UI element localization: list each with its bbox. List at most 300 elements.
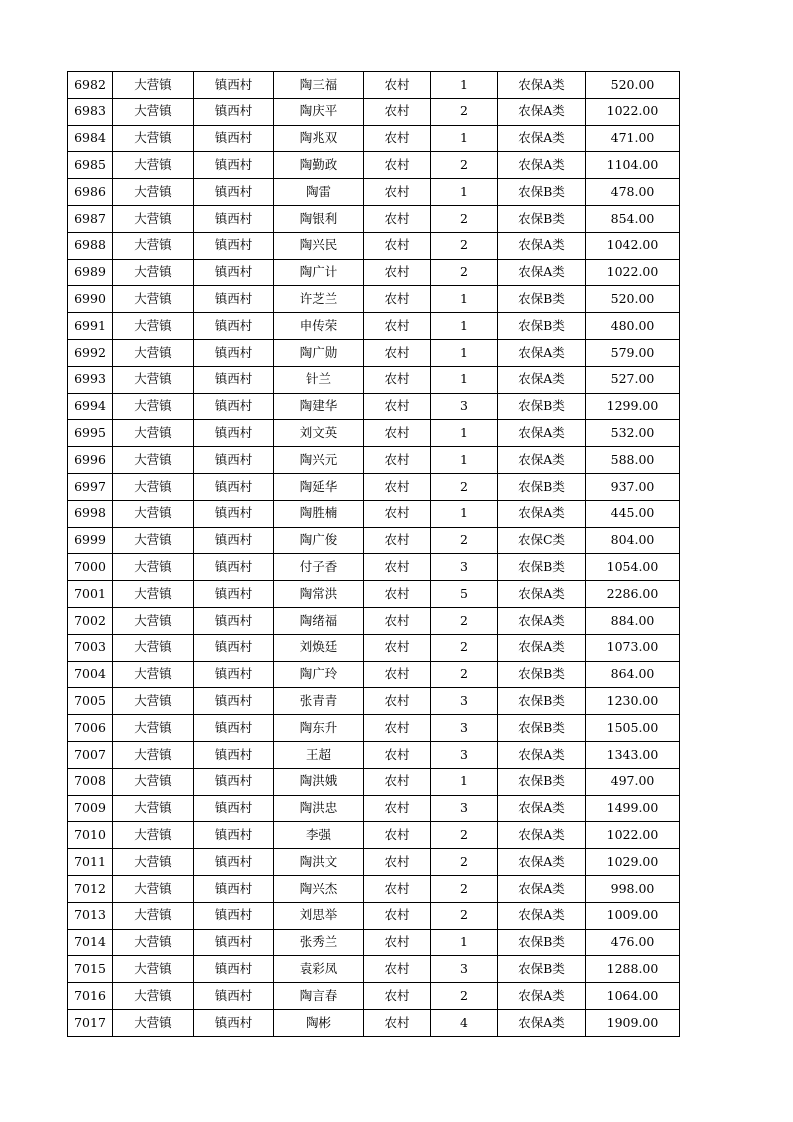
name-cell: 陶建华: [274, 393, 364, 420]
amount-cell: 884.00: [586, 607, 680, 634]
insurance-category-cell: 农保A类: [498, 607, 586, 634]
household-type-cell: 农村: [364, 420, 431, 447]
name-cell: 陶洪娥: [274, 768, 364, 795]
table-row: [68, 741, 680, 768]
household-type-cell: 农村: [364, 1009, 431, 1036]
amount-cell: 1064.00: [586, 983, 680, 1010]
record-number-cell: 7006: [68, 715, 113, 742]
record-number-cell: 6986: [68, 179, 113, 206]
village-cell: 镇西村: [194, 902, 274, 929]
village-cell: 镇西村: [194, 554, 274, 581]
village-cell: 镇西村: [194, 259, 274, 286]
village-cell: 镇西村: [194, 661, 274, 688]
insurance-category-cell: 农保A类: [498, 420, 586, 447]
household-type-cell: 农村: [364, 98, 431, 125]
household-type-cell: 农村: [364, 500, 431, 527]
village-cell: 镇西村: [194, 875, 274, 902]
record-number-cell: 7010: [68, 822, 113, 849]
table-row: [68, 929, 680, 956]
household-type-cell: 农村: [364, 232, 431, 259]
insurance-category-cell: 农保B类: [498, 393, 586, 420]
insurance-category-cell: 农保C类: [498, 527, 586, 554]
town-cell: 大营镇: [113, 125, 194, 152]
insurance-category-cell: 农保A类: [498, 366, 586, 393]
insurance-category-cell: 农保A类: [498, 795, 586, 822]
household-type-cell: 农村: [364, 661, 431, 688]
record-number-cell: 7015: [68, 956, 113, 983]
family-size-cell: 1: [431, 500, 498, 527]
record-number-cell: 6982: [68, 72, 113, 99]
amount-cell: 1029.00: [586, 849, 680, 876]
name-cell: 刘文英: [274, 420, 364, 447]
household-type-cell: 农村: [364, 286, 431, 313]
family-size-cell: 3: [431, 688, 498, 715]
amount-cell: 1299.00: [586, 393, 680, 420]
family-size-cell: 1: [431, 420, 498, 447]
name-cell: 陶雷: [274, 179, 364, 206]
insurance-category-cell: 农保B类: [498, 715, 586, 742]
insurance-category-cell: 农保A类: [498, 72, 586, 99]
town-cell: 大营镇: [113, 152, 194, 179]
table-row: [68, 607, 680, 634]
family-size-cell: 3: [431, 715, 498, 742]
insurance-category-cell: 农保B类: [498, 473, 586, 500]
insurance-category-cell: 农保B类: [498, 768, 586, 795]
household-type-cell: 农村: [364, 259, 431, 286]
family-size-cell: 1: [431, 768, 498, 795]
insurance-category-cell: 农保B类: [498, 661, 586, 688]
insurance-category-cell: 农保B类: [498, 313, 586, 340]
insurance-category-cell: 农保A类: [498, 447, 586, 474]
household-type-cell: 农村: [364, 393, 431, 420]
household-type-cell: 农村: [364, 72, 431, 99]
name-cell: 陶洪忠: [274, 795, 364, 822]
name-cell: 陶广勋: [274, 339, 364, 366]
town-cell: 大营镇: [113, 259, 194, 286]
table-row: [68, 688, 680, 715]
village-cell: 镇西村: [194, 607, 274, 634]
name-cell: 刘思举: [274, 902, 364, 929]
table-row: [68, 849, 680, 876]
family-size-cell: 3: [431, 393, 498, 420]
amount-cell: 1042.00: [586, 232, 680, 259]
household-type-cell: 农村: [364, 125, 431, 152]
amount-cell: 804.00: [586, 527, 680, 554]
record-number-cell: 6989: [68, 259, 113, 286]
household-type-cell: 农村: [364, 768, 431, 795]
town-cell: 大营镇: [113, 849, 194, 876]
name-cell: 陶绪福: [274, 607, 364, 634]
table-row: [68, 179, 680, 206]
household-type-cell: 农村: [364, 715, 431, 742]
table-row: [68, 795, 680, 822]
town-cell: 大营镇: [113, 72, 194, 99]
name-cell: 陶胜楠: [274, 500, 364, 527]
table-row: [68, 366, 680, 393]
family-size-cell: 3: [431, 795, 498, 822]
family-size-cell: 2: [431, 527, 498, 554]
record-number-cell: 6984: [68, 125, 113, 152]
family-size-cell: 2: [431, 473, 498, 500]
town-cell: 大营镇: [113, 313, 194, 340]
record-number-cell: 6983: [68, 98, 113, 125]
record-number-cell: 6995: [68, 420, 113, 447]
record-number-cell: 6996: [68, 447, 113, 474]
table-row: [68, 98, 680, 125]
village-cell: 镇西村: [194, 929, 274, 956]
village-cell: 镇西村: [194, 366, 274, 393]
family-size-cell: 3: [431, 554, 498, 581]
table-row: [68, 983, 680, 1010]
table-row: [68, 875, 680, 902]
amount-cell: 532.00: [586, 420, 680, 447]
family-size-cell: 1: [431, 447, 498, 474]
record-number-cell: 7003: [68, 634, 113, 661]
table-row: [68, 393, 680, 420]
name-cell: 陶常洪: [274, 581, 364, 608]
table-row: [68, 473, 680, 500]
table-row: [68, 232, 680, 259]
name-cell: 陶兴民: [274, 232, 364, 259]
table-row: [68, 661, 680, 688]
household-type-cell: 农村: [364, 849, 431, 876]
name-cell: 陶勤政: [274, 152, 364, 179]
table-row: [68, 259, 680, 286]
household-type-cell: 农村: [364, 473, 431, 500]
village-cell: 镇西村: [194, 715, 274, 742]
amount-cell: 1499.00: [586, 795, 680, 822]
insurance-category-cell: 农保B类: [498, 286, 586, 313]
name-cell: 陶彬: [274, 1009, 364, 1036]
town-cell: 大营镇: [113, 768, 194, 795]
amount-cell: 937.00: [586, 473, 680, 500]
village-cell: 镇西村: [194, 688, 274, 715]
table-row: [68, 1009, 680, 1036]
town-cell: 大营镇: [113, 286, 194, 313]
village-cell: 镇西村: [194, 822, 274, 849]
record-number-cell: 7014: [68, 929, 113, 956]
table-row: [68, 313, 680, 340]
records-table-body: [68, 72, 680, 1037]
record-number-cell: 7008: [68, 768, 113, 795]
amount-cell: 588.00: [586, 447, 680, 474]
town-cell: 大营镇: [113, 929, 194, 956]
record-number-cell: 7013: [68, 902, 113, 929]
insurance-category-cell: 农保B类: [498, 205, 586, 232]
family-size-cell: 1: [431, 313, 498, 340]
amount-cell: 476.00: [586, 929, 680, 956]
record-number-cell: 7002: [68, 607, 113, 634]
table-row: [68, 527, 680, 554]
village-cell: 镇西村: [194, 125, 274, 152]
record-number-cell: 7009: [68, 795, 113, 822]
name-cell: 袁彩凤: [274, 956, 364, 983]
village-cell: 镇西村: [194, 152, 274, 179]
amount-cell: 1104.00: [586, 152, 680, 179]
insurance-category-cell: 农保A类: [498, 152, 586, 179]
amount-cell: 2286.00: [586, 581, 680, 608]
amount-cell: 527.00: [586, 366, 680, 393]
table-row: [68, 554, 680, 581]
village-cell: 镇西村: [194, 956, 274, 983]
amount-cell: 1009.00: [586, 902, 680, 929]
name-cell: 王超: [274, 741, 364, 768]
family-size-cell: 2: [431, 232, 498, 259]
amount-cell: 864.00: [586, 661, 680, 688]
village-cell: 镇西村: [194, 527, 274, 554]
insurance-category-cell: 农保A类: [498, 634, 586, 661]
household-type-cell: 农村: [364, 607, 431, 634]
name-cell: 许芝兰: [274, 286, 364, 313]
town-cell: 大营镇: [113, 205, 194, 232]
town-cell: 大营镇: [113, 875, 194, 902]
town-cell: 大营镇: [113, 232, 194, 259]
amount-cell: 1022.00: [586, 98, 680, 125]
town-cell: 大营镇: [113, 420, 194, 447]
family-size-cell: 1: [431, 125, 498, 152]
village-cell: 镇西村: [194, 313, 274, 340]
family-size-cell: 2: [431, 822, 498, 849]
insurance-category-cell: 农保A类: [498, 500, 586, 527]
amount-cell: 1022.00: [586, 259, 680, 286]
insurance-category-cell: 农保A类: [498, 1009, 586, 1036]
town-cell: 大营镇: [113, 661, 194, 688]
record-number-cell: 7017: [68, 1009, 113, 1036]
village-cell: 镇西村: [194, 393, 274, 420]
town-cell: 大营镇: [113, 715, 194, 742]
table-row: [68, 500, 680, 527]
amount-cell: 579.00: [586, 339, 680, 366]
amount-cell: 1054.00: [586, 554, 680, 581]
insurance-category-cell: 农保B类: [498, 554, 586, 581]
household-type-cell: 农村: [364, 527, 431, 554]
name-cell: 陶延华: [274, 473, 364, 500]
village-cell: 镇西村: [194, 420, 274, 447]
record-number-cell: 6990: [68, 286, 113, 313]
table-row: [68, 205, 680, 232]
record-number-cell: 7016: [68, 983, 113, 1010]
village-cell: 镇西村: [194, 179, 274, 206]
name-cell: 陶广玲: [274, 661, 364, 688]
family-size-cell: 3: [431, 741, 498, 768]
name-cell: 李强: [274, 822, 364, 849]
village-cell: 镇西村: [194, 98, 274, 125]
town-cell: 大营镇: [113, 795, 194, 822]
name-cell: 陶银利: [274, 205, 364, 232]
amount-cell: 1230.00: [586, 688, 680, 715]
name-cell: 陶东升: [274, 715, 364, 742]
household-type-cell: 农村: [364, 822, 431, 849]
household-type-cell: 农村: [364, 581, 431, 608]
family-size-cell: 1: [431, 179, 498, 206]
record-number-cell: 6988: [68, 232, 113, 259]
town-cell: 大营镇: [113, 339, 194, 366]
insurance-category-cell: 农保A类: [498, 232, 586, 259]
town-cell: 大营镇: [113, 527, 194, 554]
insurance-category-cell: 农保A类: [498, 902, 586, 929]
insurance-category-cell: 农保B类: [498, 956, 586, 983]
table-row: [68, 715, 680, 742]
family-size-cell: 2: [431, 205, 498, 232]
table-row: [68, 902, 680, 929]
amount-cell: 1073.00: [586, 634, 680, 661]
insurance-category-cell: 农保A类: [498, 983, 586, 1010]
town-cell: 大营镇: [113, 500, 194, 527]
record-number-cell: 6992: [68, 339, 113, 366]
village-cell: 镇西村: [194, 795, 274, 822]
name-cell: 陶广俊: [274, 527, 364, 554]
name-cell: 付子香: [274, 554, 364, 581]
record-number-cell: 6997: [68, 473, 113, 500]
record-number-cell: 7000: [68, 554, 113, 581]
record-number-cell: 6994: [68, 393, 113, 420]
table-row: [68, 286, 680, 313]
town-cell: 大营镇: [113, 447, 194, 474]
household-type-cell: 农村: [364, 902, 431, 929]
record-number-cell: 6985: [68, 152, 113, 179]
name-cell: 陶言春: [274, 983, 364, 1010]
amount-cell: 1343.00: [586, 741, 680, 768]
name-cell: 陶三福: [274, 72, 364, 99]
family-size-cell: 5: [431, 581, 498, 608]
name-cell: 陶兆双: [274, 125, 364, 152]
village-cell: 镇西村: [194, 473, 274, 500]
town-cell: 大营镇: [113, 822, 194, 849]
record-number-cell: 6999: [68, 527, 113, 554]
family-size-cell: 1: [431, 929, 498, 956]
village-cell: 镇西村: [194, 286, 274, 313]
village-cell: 镇西村: [194, 581, 274, 608]
family-size-cell: 2: [431, 152, 498, 179]
records-table: [67, 71, 680, 1037]
name-cell: 陶庆平: [274, 98, 364, 125]
record-number-cell: 6987: [68, 205, 113, 232]
household-type-cell: 农村: [364, 366, 431, 393]
amount-cell: 520.00: [586, 286, 680, 313]
table-row: [68, 634, 680, 661]
table-row: [68, 152, 680, 179]
household-type-cell: 农村: [364, 447, 431, 474]
household-type-cell: 农村: [364, 983, 431, 1010]
insurance-category-cell: 农保A类: [498, 125, 586, 152]
name-cell: 陶兴元: [274, 447, 364, 474]
insurance-category-cell: 农保B类: [498, 179, 586, 206]
household-type-cell: 农村: [364, 688, 431, 715]
household-type-cell: 农村: [364, 956, 431, 983]
town-cell: 大营镇: [113, 983, 194, 1010]
amount-cell: 1505.00: [586, 715, 680, 742]
town-cell: 大营镇: [113, 741, 194, 768]
household-type-cell: 农村: [364, 179, 431, 206]
household-type-cell: 农村: [364, 875, 431, 902]
amount-cell: 480.00: [586, 313, 680, 340]
village-cell: 镇西村: [194, 849, 274, 876]
insurance-category-cell: 农保A类: [498, 875, 586, 902]
family-size-cell: 1: [431, 366, 498, 393]
town-cell: 大营镇: [113, 581, 194, 608]
household-type-cell: 农村: [364, 339, 431, 366]
record-number-cell: 6998: [68, 500, 113, 527]
town-cell: 大营镇: [113, 473, 194, 500]
village-cell: 镇西村: [194, 741, 274, 768]
family-size-cell: 2: [431, 849, 498, 876]
family-size-cell: 2: [431, 983, 498, 1010]
record-number-cell: 7007: [68, 741, 113, 768]
family-size-cell: 2: [431, 902, 498, 929]
amount-cell: 998.00: [586, 875, 680, 902]
family-size-cell: 1: [431, 72, 498, 99]
town-cell: 大营镇: [113, 607, 194, 634]
town-cell: 大营镇: [113, 98, 194, 125]
village-cell: 镇西村: [194, 768, 274, 795]
family-size-cell: 3: [431, 956, 498, 983]
amount-cell: 445.00: [586, 500, 680, 527]
table-row: [68, 72, 680, 99]
town-cell: 大营镇: [113, 366, 194, 393]
insurance-category-cell: 农保B类: [498, 688, 586, 715]
table-row: [68, 768, 680, 795]
family-size-cell: 2: [431, 98, 498, 125]
family-size-cell: 1: [431, 339, 498, 366]
insurance-category-cell: 农保A类: [498, 849, 586, 876]
town-cell: 大营镇: [113, 902, 194, 929]
town-cell: 大营镇: [113, 956, 194, 983]
town-cell: 大营镇: [113, 554, 194, 581]
table-row: [68, 447, 680, 474]
name-cell: 针兰: [274, 366, 364, 393]
household-type-cell: 农村: [364, 795, 431, 822]
table-row: [68, 420, 680, 447]
insurance-category-cell: 农保A类: [498, 822, 586, 849]
village-cell: 镇西村: [194, 72, 274, 99]
village-cell: 镇西村: [194, 1009, 274, 1036]
table-row: [68, 125, 680, 152]
record-number-cell: 7004: [68, 661, 113, 688]
town-cell: 大营镇: [113, 688, 194, 715]
record-number-cell: 7011: [68, 849, 113, 876]
name-cell: 陶兴杰: [274, 875, 364, 902]
name-cell: 张青青: [274, 688, 364, 715]
household-type-cell: 农村: [364, 152, 431, 179]
village-cell: 镇西村: [194, 983, 274, 1010]
record-number-cell: 7001: [68, 581, 113, 608]
record-number-cell: 6991: [68, 313, 113, 340]
family-size-cell: 2: [431, 875, 498, 902]
name-cell: 陶洪文: [274, 849, 364, 876]
table-row: [68, 339, 680, 366]
household-type-cell: 农村: [364, 205, 431, 232]
amount-cell: 478.00: [586, 179, 680, 206]
village-cell: 镇西村: [194, 500, 274, 527]
household-type-cell: 农村: [364, 741, 431, 768]
amount-cell: 1288.00: [586, 956, 680, 983]
village-cell: 镇西村: [194, 634, 274, 661]
village-cell: 镇西村: [194, 339, 274, 366]
table-row: [68, 822, 680, 849]
name-cell: 陶广计: [274, 259, 364, 286]
household-type-cell: 农村: [364, 634, 431, 661]
household-type-cell: 农村: [364, 929, 431, 956]
household-type-cell: 农村: [364, 554, 431, 581]
insurance-category-cell: 农保B类: [498, 929, 586, 956]
town-cell: 大营镇: [113, 1009, 194, 1036]
village-cell: 镇西村: [194, 205, 274, 232]
name-cell: 张秀兰: [274, 929, 364, 956]
family-size-cell: 2: [431, 634, 498, 661]
insurance-category-cell: 农保A类: [498, 741, 586, 768]
amount-cell: 1909.00: [586, 1009, 680, 1036]
village-cell: 镇西村: [194, 232, 274, 259]
